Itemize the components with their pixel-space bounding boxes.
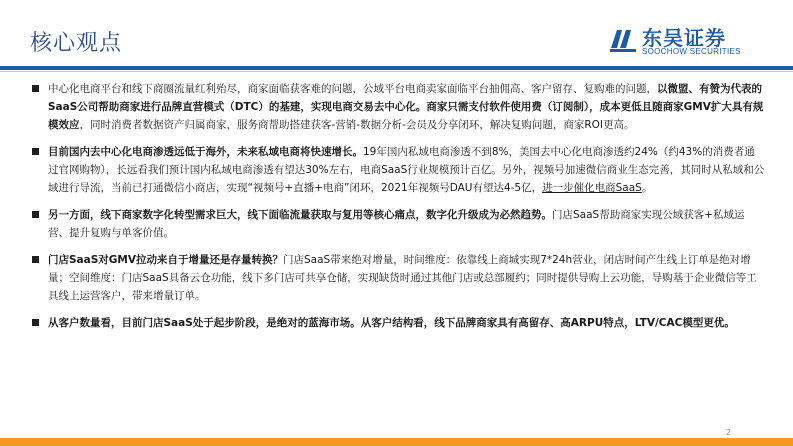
bullet-point	[30, 251, 765, 305]
bullet-point	[30, 80, 765, 134]
bullet-bold-text: 目前国内去中心化电商渗透远低于海外，未来私域电商将快速增长。	[48, 146, 363, 158]
bullet-text: ，同时消费者数据资产归属商家，服务商帮助搭建获客-营销-数据分析-会员及分享闭环，解决复购问题，商家ROI更高。	[79, 119, 635, 131]
bullet-text: 中心化电商平台和线下商圈流量红利殆尽，商家面临获客难的问题，公域平台电商卖家面临平台抽佣高、客户留存、复购难的问题，	[48, 83, 657, 95]
header-divider	[0, 66, 793, 70]
bullet-text: 门店SaaS带来绝对增量，时间维度：依靠线上商城实现7*24h营业，闭店时间产生线上订单是绝对增量；空间维度：门店SaaS具备云仓功能，线下多门店可共享仓储，实现缺货时通过其他门店或总部履约；同时提供导购上云功能，导购基于企业微信等工具线上运营客户，带来增量订单。	[48, 254, 757, 302]
bullet-square-icon	[32, 211, 39, 218]
key-points-list	[30, 80, 765, 341]
bullet-point	[30, 143, 765, 197]
bullet-point	[30, 314, 765, 332]
bullet-text: 门店SaaS帮助商家实现公域获客+私域运营、提升复购与单客价值。	[48, 209, 745, 239]
bullet-square-icon	[32, 256, 39, 263]
slide-header	[0, 0, 793, 66]
bullet-point	[30, 206, 765, 242]
bullet-bold-text: 以微盟、有赞为代表的SaaS公司帮助商家进行品牌直营模式（DTC）的基建，实现电商交易去中心化。商家只需支付软件使用费（订阅制），成本更低且随商家GMV扩大具有规模效应	[48, 83, 764, 131]
soochow-logo-icon	[608, 24, 638, 54]
bullet-square-icon	[32, 85, 39, 92]
bullet-bold-text: 另一方面，线下商家数字化转型需求巨大，线下面临流量获取与复用等核心痛点，数字化升级成为必然趋势。	[48, 209, 552, 221]
footer-bar	[0, 438, 793, 446]
header-divider-thin	[0, 71, 793, 72]
bullet-bold-text: 从客户数量看，目前门店SaaS处于起步阶段，是绝对的蓝海市场。从客户结构看，线下品牌商家具有高留存、高ARPU特点，LTV/CAC模型更优。	[48, 317, 735, 329]
bullet-square-icon	[32, 148, 39, 155]
bullet-square-icon	[32, 319, 39, 326]
bullet-text: 19年国内私域电商渗透不到8%，美国去中心化电商渗透约24%（约43%的消费者通过官网购物），长远看我们预计国内私域电商渗透有望达30%左右，电商SaaS行业规模预计百亿。另外，视频号加速微信商业生态完善，其同时从私域和公域进行导流，当前已打通微信小商店，实现“视频号+直播+电商”闭环，2021年视频号DAU有望达4-5亿，	[48, 146, 765, 194]
company-logo	[608, 20, 758, 60]
logo-chinese-name: 东吴证券	[642, 26, 726, 50]
page-title: 核心观点	[30, 31, 123, 56]
bullet-text[interactable]: 进一步催化电商SaaS	[542, 182, 642, 194]
bullet-text: 。	[641, 182, 653, 194]
bullet-bold-text: 门店SaaS对GMV拉动来自于增量还是存量转换？	[48, 254, 283, 266]
logo-english-name: SOOCHOW SECURITIES	[642, 47, 741, 56]
page-number: 2	[725, 428, 731, 437]
